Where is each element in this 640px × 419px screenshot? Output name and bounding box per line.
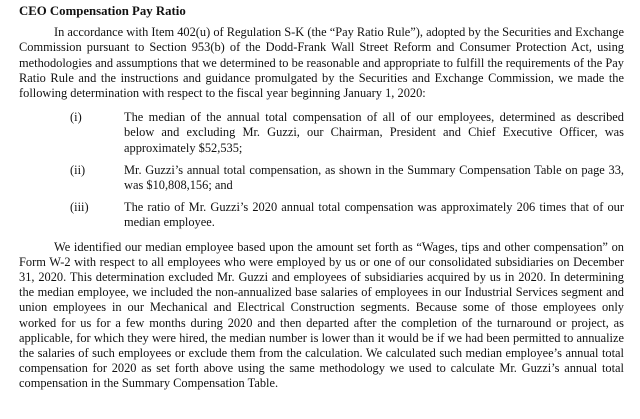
list-item xyxy=(19,110,624,156)
list-marker: (iii) xyxy=(70,200,89,215)
list-item-text: The ratio of Mr. Guzzi’s 2020 annual total compensation was approximately 206 times that of our median employee. xyxy=(124,200,624,230)
intro-paragraph: In accordance with Item 402(u) of Regulation S-K (the “Pay Ratio Rule”), adopted by the Securities and Exchange Commission pursuant to Section 953(b) of the Dodd-Frank Wall Street Reform and Consumer Protection Act, using methodologies and assumptions that we determined to be reasonable and appropriate to fulfill the requirements of the Pay Ratio Rule and the instructions and guidance promulgated by the Securities and Exchange Commission, we made the following determination with respect to the fiscal year beginning January 1, 2020: xyxy=(19,25,624,101)
list-item xyxy=(19,163,624,193)
section-heading: CEO Compensation Pay Ratio xyxy=(19,4,186,18)
list-marker: (ii) xyxy=(70,162,86,177)
list-item-text: The median of the annual total compensation of all of our employees, determined as described below and excluding Mr. Guzzi, our Chairman, President and Chief Executive Officer, was approximately $52,535; xyxy=(124,110,624,155)
list-item xyxy=(19,200,624,230)
methodology-paragraph: We identified our median employee based upon the amount set forth as “Wages, tips and other compensation” on Form W-2 with respect to all employees who were employed by us or one of our consolidated subsidiaries on December 31, 2020. This determination excluded Mr. Guzzi and employees of subsidiaries acquired by us in 2020. In determining the median employee, we included the non-annualized base salaries of employees in our Industrial Services segment and union employees in our Mechanical and Electrical Construction segments. Because some of those employees only worked for us for a few months during 2020 and then departed after the completion of the turnaround or project, as applicable, for which they were hired, the median number is lower than it would be if we had been permitted to annualize the salaries of such employees or exclude them from the calculation. We calculated such median employee’s annual total compensation for 2020 as set forth above using the same methodology we used to calculate Mr. Guzzi’s annual total compensation in the Summary Compensation Table. xyxy=(19,239,624,391)
determination-list xyxy=(19,110,624,230)
list-item-text: Mr. Guzzi’s annual total compensation, as shown in the Summary Compensation Table on page 33, was $10,808,156; and xyxy=(124,162,624,193)
list-marker: (i) xyxy=(70,110,82,125)
